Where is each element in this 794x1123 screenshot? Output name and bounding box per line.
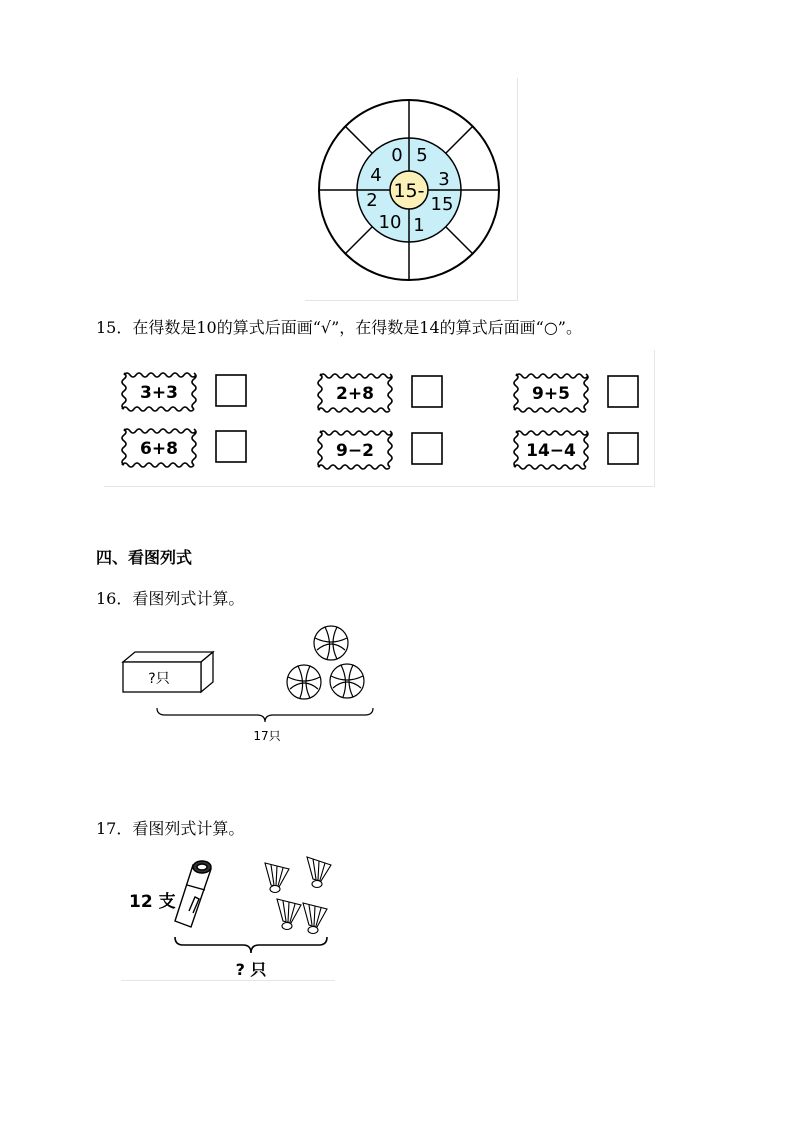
shuttlecock-tube-figure [121,853,335,980]
wheel-number: 5 [416,145,428,166]
answer-box[interactable] [412,376,442,407]
wheel-number: 2 [366,190,378,211]
wheel-number: 3 [438,169,450,190]
wheel-number: 0 [391,145,403,166]
wheel-number: 15 [430,194,454,215]
answer-box[interactable] [412,433,442,464]
number-wheel [305,78,517,300]
question-15-text: 15．在得数是10的算式后面画“√”，在得数是14的算式后面画“○”。 [96,318,582,337]
answer-box[interactable] [216,375,246,406]
expression-3-plus-3: 3+3 [140,383,178,403]
question-17-text: 17．看图列式计算。 [96,819,245,838]
shuttlecock-icon [307,857,331,888]
question-16-figure [115,618,385,746]
total-label: 17只 [253,729,281,743]
answer-box[interactable] [608,433,638,464]
shuttlecock-icon [277,899,301,930]
shuttlecock-icon [303,903,327,934]
volleyball-icon [330,664,364,698]
total-brace [175,937,327,953]
volleyball-icon [314,626,348,660]
shuttlecock-icon [265,863,289,893]
total-label: ? 只 [235,960,267,979]
volleyball-icon [287,665,321,699]
question-16-text: 16．看图列式计算。 [96,589,245,608]
shuttlecock-tube-icon [175,861,211,927]
expression-2-plus-8: 2+8 [336,384,374,404]
box-label: ?只 [148,671,170,687]
wheel-number: 1 [413,215,425,236]
expression-14-minus-4: 14−4 [526,441,576,461]
number-wheel-figure [305,78,518,301]
wheel-number: 10 [378,212,402,233]
expression-9-plus-5: 9+5 [532,384,570,404]
question-15-figure [104,350,655,487]
box-and-volleyballs [115,618,385,746]
expression-6-plus-8: 6+8 [140,439,178,459]
tube-label: 12 支 [129,892,176,912]
expression-grid [104,350,654,486]
answer-box[interactable] [216,431,246,462]
question-17-figure [121,853,335,981]
wheel-number: 4 [370,165,382,186]
expression-9-minus-2: 9−2 [336,441,374,461]
answer-box[interactable] [608,376,638,407]
wheel-center-label: 15- [393,180,425,202]
section-4-title: 四、看图列式 [96,548,193,567]
total-brace [157,708,373,722]
